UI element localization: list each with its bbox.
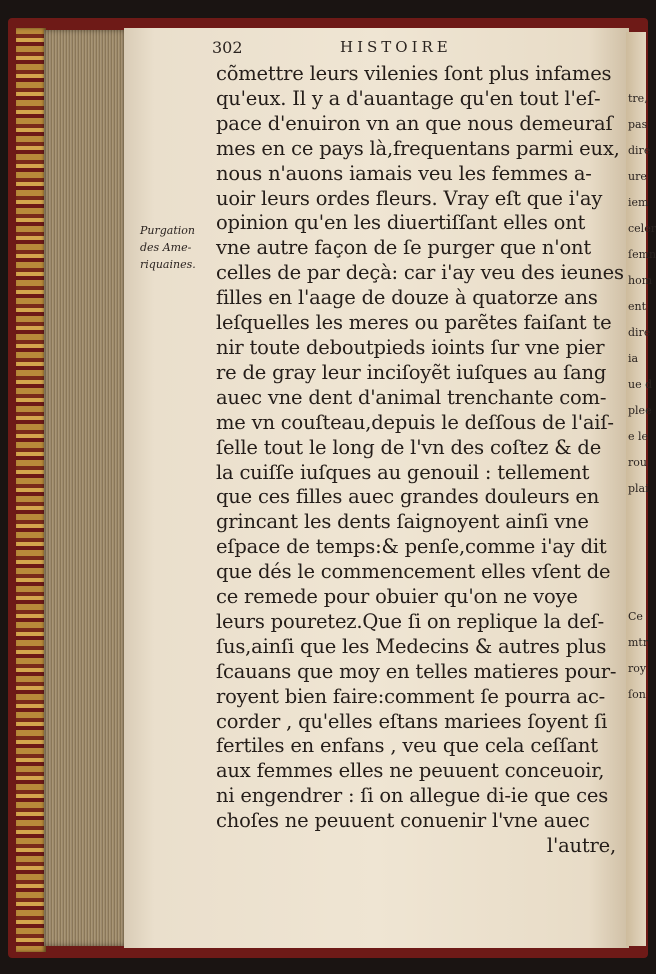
- text-line: que ces filles auec grandes douleurs en: [216, 485, 600, 509]
- text-line: qu'eux. Il y a d'auantage qu'en tout l'eſ-: [216, 86, 601, 110]
- facing-fragment: celer: [628, 222, 656, 235]
- facing-fragment: ue d: [628, 378, 653, 391]
- text-line: vne autre façon de ſe purger que n'ont: [216, 236, 591, 260]
- facing-fragment: mtr: [628, 636, 649, 649]
- gilt-edge: [16, 28, 46, 952]
- facing-fragment: ure: [628, 170, 647, 183]
- margin-note-line: Purgation: [140, 224, 195, 237]
- page-edges: [44, 30, 126, 946]
- text-line: corder , qu'elles eſtans mariees ſoyent ſi: [216, 709, 608, 733]
- text-line: la cuiſſe iuſques au genouil : tellement: [216, 460, 590, 484]
- text-line: ce remede pour obuier qu'on ne voye: [216, 585, 578, 609]
- facing-fragment: ent: [628, 300, 647, 313]
- text-line: nir toute deboutpieds ioints ſur vne pier: [216, 335, 605, 359]
- catchword: l'autre,: [546, 834, 616, 858]
- text-line: nous n'auons iamais veu les femmes a-: [216, 161, 592, 185]
- facing-fragment: e le: [628, 430, 649, 443]
- facing-fragment: dire: [628, 326, 651, 339]
- facing-fragment: ſemn: [628, 248, 656, 261]
- facing-fragment: dire: [628, 144, 651, 157]
- text-line: mes en ce pays là,frequentans parmi eux,: [216, 136, 620, 160]
- text-line: cõmettre leurs vilenies ſont plus infames: [216, 62, 612, 85]
- facing-fragment: hom: [628, 274, 653, 287]
- margin-note-line: riquaines.: [140, 258, 196, 271]
- text-line: ſus,ainſi que les Medecins & autres plus: [216, 634, 607, 658]
- text-line: eſpace de temps:& penſe,comme i'ay dit: [216, 535, 607, 559]
- facing-fragment: ſon: [628, 688, 646, 701]
- facing-fragment: iem: [628, 196, 649, 209]
- text-line: ſcauans que moy en telles matieres pour-: [216, 659, 617, 683]
- facing-fragment: tre,: [628, 92, 648, 105]
- facing-fragment: ia: [628, 352, 639, 365]
- body-text: [216, 62, 624, 859]
- page-number: 302: [212, 38, 243, 57]
- text-line: fertiles en enfans , veu que cela ceſſant: [216, 734, 598, 758]
- facing-page-edge: [626, 32, 656, 946]
- text-line: filles en l'aage de douze à quatorze ans: [216, 286, 598, 310]
- facing-fragment: plee: [628, 404, 652, 417]
- facing-fragment: rou: [628, 456, 647, 469]
- text-line: grincant les dents ſaignoyent ainſi vne: [216, 510, 589, 534]
- text-line: opinion qu'en les diuertiſſant elles ont: [216, 211, 586, 235]
- facing-fragment: Ce: [628, 610, 643, 623]
- text-line: me vn couſteau,depuis le deſſous de l'aiſ-: [216, 410, 614, 434]
- margin-note-line: des Ame-: [140, 241, 192, 254]
- facing-fragment: pas: [628, 118, 648, 131]
- text-line: leurs pouretez.Que ſi on replique la deſ-: [216, 609, 605, 633]
- running-title: HISTOIRE: [340, 38, 452, 56]
- text-line: choſes ne peuuent conuenir l'vne auec: [216, 809, 590, 833]
- text-line: uoir leurs ordes fleurs. Vray eſt que i'ay: [216, 186, 603, 210]
- text-line: aux femmes elles ne peuuent conceuoir,: [216, 759, 605, 783]
- facing-fragment: plai: [628, 482, 649, 495]
- text-line: ni engendrer : ſi on allegue di-ie que ces: [216, 784, 609, 808]
- text-line: que dés le commencement elles vſent de: [216, 560, 611, 584]
- text-line: pace d'enuiron vn an que nous demeuraſ: [216, 111, 613, 135]
- text-line: leſquelles les meres ou parẽtes faiſant te: [216, 311, 612, 335]
- text-line: re de gray leur inciſoyẽt iuſques au ſang: [216, 360, 607, 384]
- text-line: ſelle tout le long de l'vn des coſtez & de: [216, 435, 602, 459]
- facing-fragment: roy: [628, 662, 647, 675]
- margin-note: [140, 222, 212, 273]
- page-header: [212, 38, 512, 62]
- text-line: auec vne dent d'animal trenchante com-: [216, 385, 607, 409]
- text-line: celles de par deçà: car i'ay veu des ieunes: [216, 261, 624, 285]
- text-line: royent bien faire:comment ſe pourra ac-: [216, 684, 606, 708]
